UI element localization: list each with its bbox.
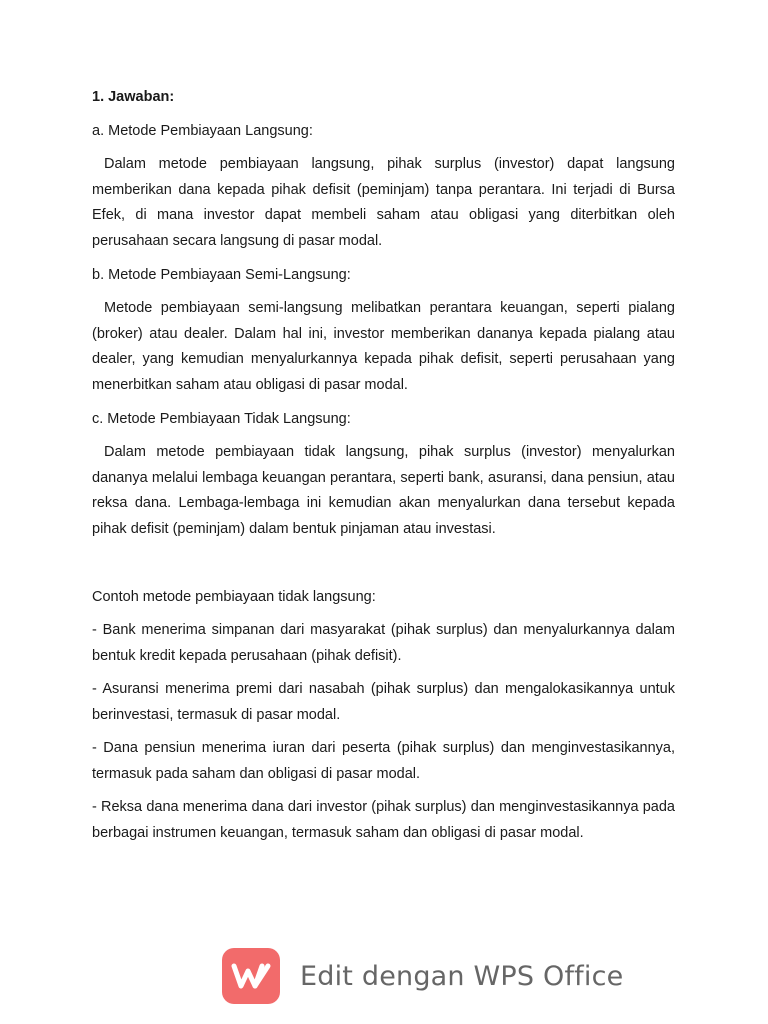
example-item-mutual-fund: - Reksa dana menerima dana dari investor (pihak surplus) dan menginvestasikannya pada berbagai instrumen keuangan, termasuk saham dan obligasi di pasar modal. — [92, 799, 675, 841]
blank-line — [92, 552, 675, 586]
section-paragraph: Metode pembiayaan semi-langsung melibatkan perantara keuangan, seperti pialang (broker) atau dealer. Dalam hal ini, investor memberikan dananya kepada pialang atau dealer, yang kemudian menyalurkannya kepada pihak defisit, seperti perusahaan yang menerbitkan saham atau obligasi di pasar modal. — [92, 300, 675, 393]
section-title: c. Metode Pembiayaan Tidak Langsung: — [92, 411, 351, 427]
section-paragraph: Dalam metode pembiayaan langsung, pihak surplus (investor) dapat langsung memberikan dana kepada pihak defisit (peminjam) tanpa perantara. Ini terjadi di Bursa Efek, di mana investor dapat membeli saham atau obligasi yang diterbitkan oleh perusahaan secara langsung di pasar modal. — [92, 156, 675, 249]
wps-edit-banner[interactable] — [222, 948, 623, 1004]
section-direct — [92, 120, 675, 254]
example-item-bank: - Bank menerima simpanan dari masyarakat (pihak surplus) dan menyalurkannya dalam bentuk kredit kepada perusahaan (pihak defisit). — [92, 622, 675, 664]
example-item-insurance: - Asuransi menerima premi dari nasabah (pihak surplus) dan mengalokasikannya untuk berinvestasi, termasuk di pasar modal. — [92, 681, 675, 723]
section-indirect — [92, 408, 675, 542]
examples-intro: Contoh metode pembiayaan tidak langsung: — [92, 589, 376, 605]
wps-office-logo-icon[interactable] — [222, 948, 280, 1004]
section-title: b. Metode Pembiayaan Semi-Langsung: — [92, 267, 351, 283]
section-paragraph: Dalam metode pembiayaan tidak langsung, pihak surplus (investor) menyalurkan dananya melalui lembaga keuangan perantara, seperti bank, asuransi, dana pensiun, atau reksa dana. Lembaga-lembaga ini kemudian akan menyalurkan dana tersebut kepada pihak defisit (peminjam) dalam bentuk pinjaman atau investasi. — [92, 444, 675, 537]
example-item-pension: - Dana pensiun menerima iuran dari peserta (pihak surplus) dan menginvestasikannya, termasuk pada saham dan obligasi di pasar modal. — [92, 740, 675, 782]
answer-heading: 1. Jawaban: — [92, 89, 175, 105]
section-title: a. Metode Pembiayaan Langsung: — [92, 123, 313, 139]
section-semi-direct — [92, 264, 675, 398]
wps-edit-link[interactable]: Edit dengan WPS Office — [300, 960, 624, 992]
document-page — [92, 86, 675, 854]
